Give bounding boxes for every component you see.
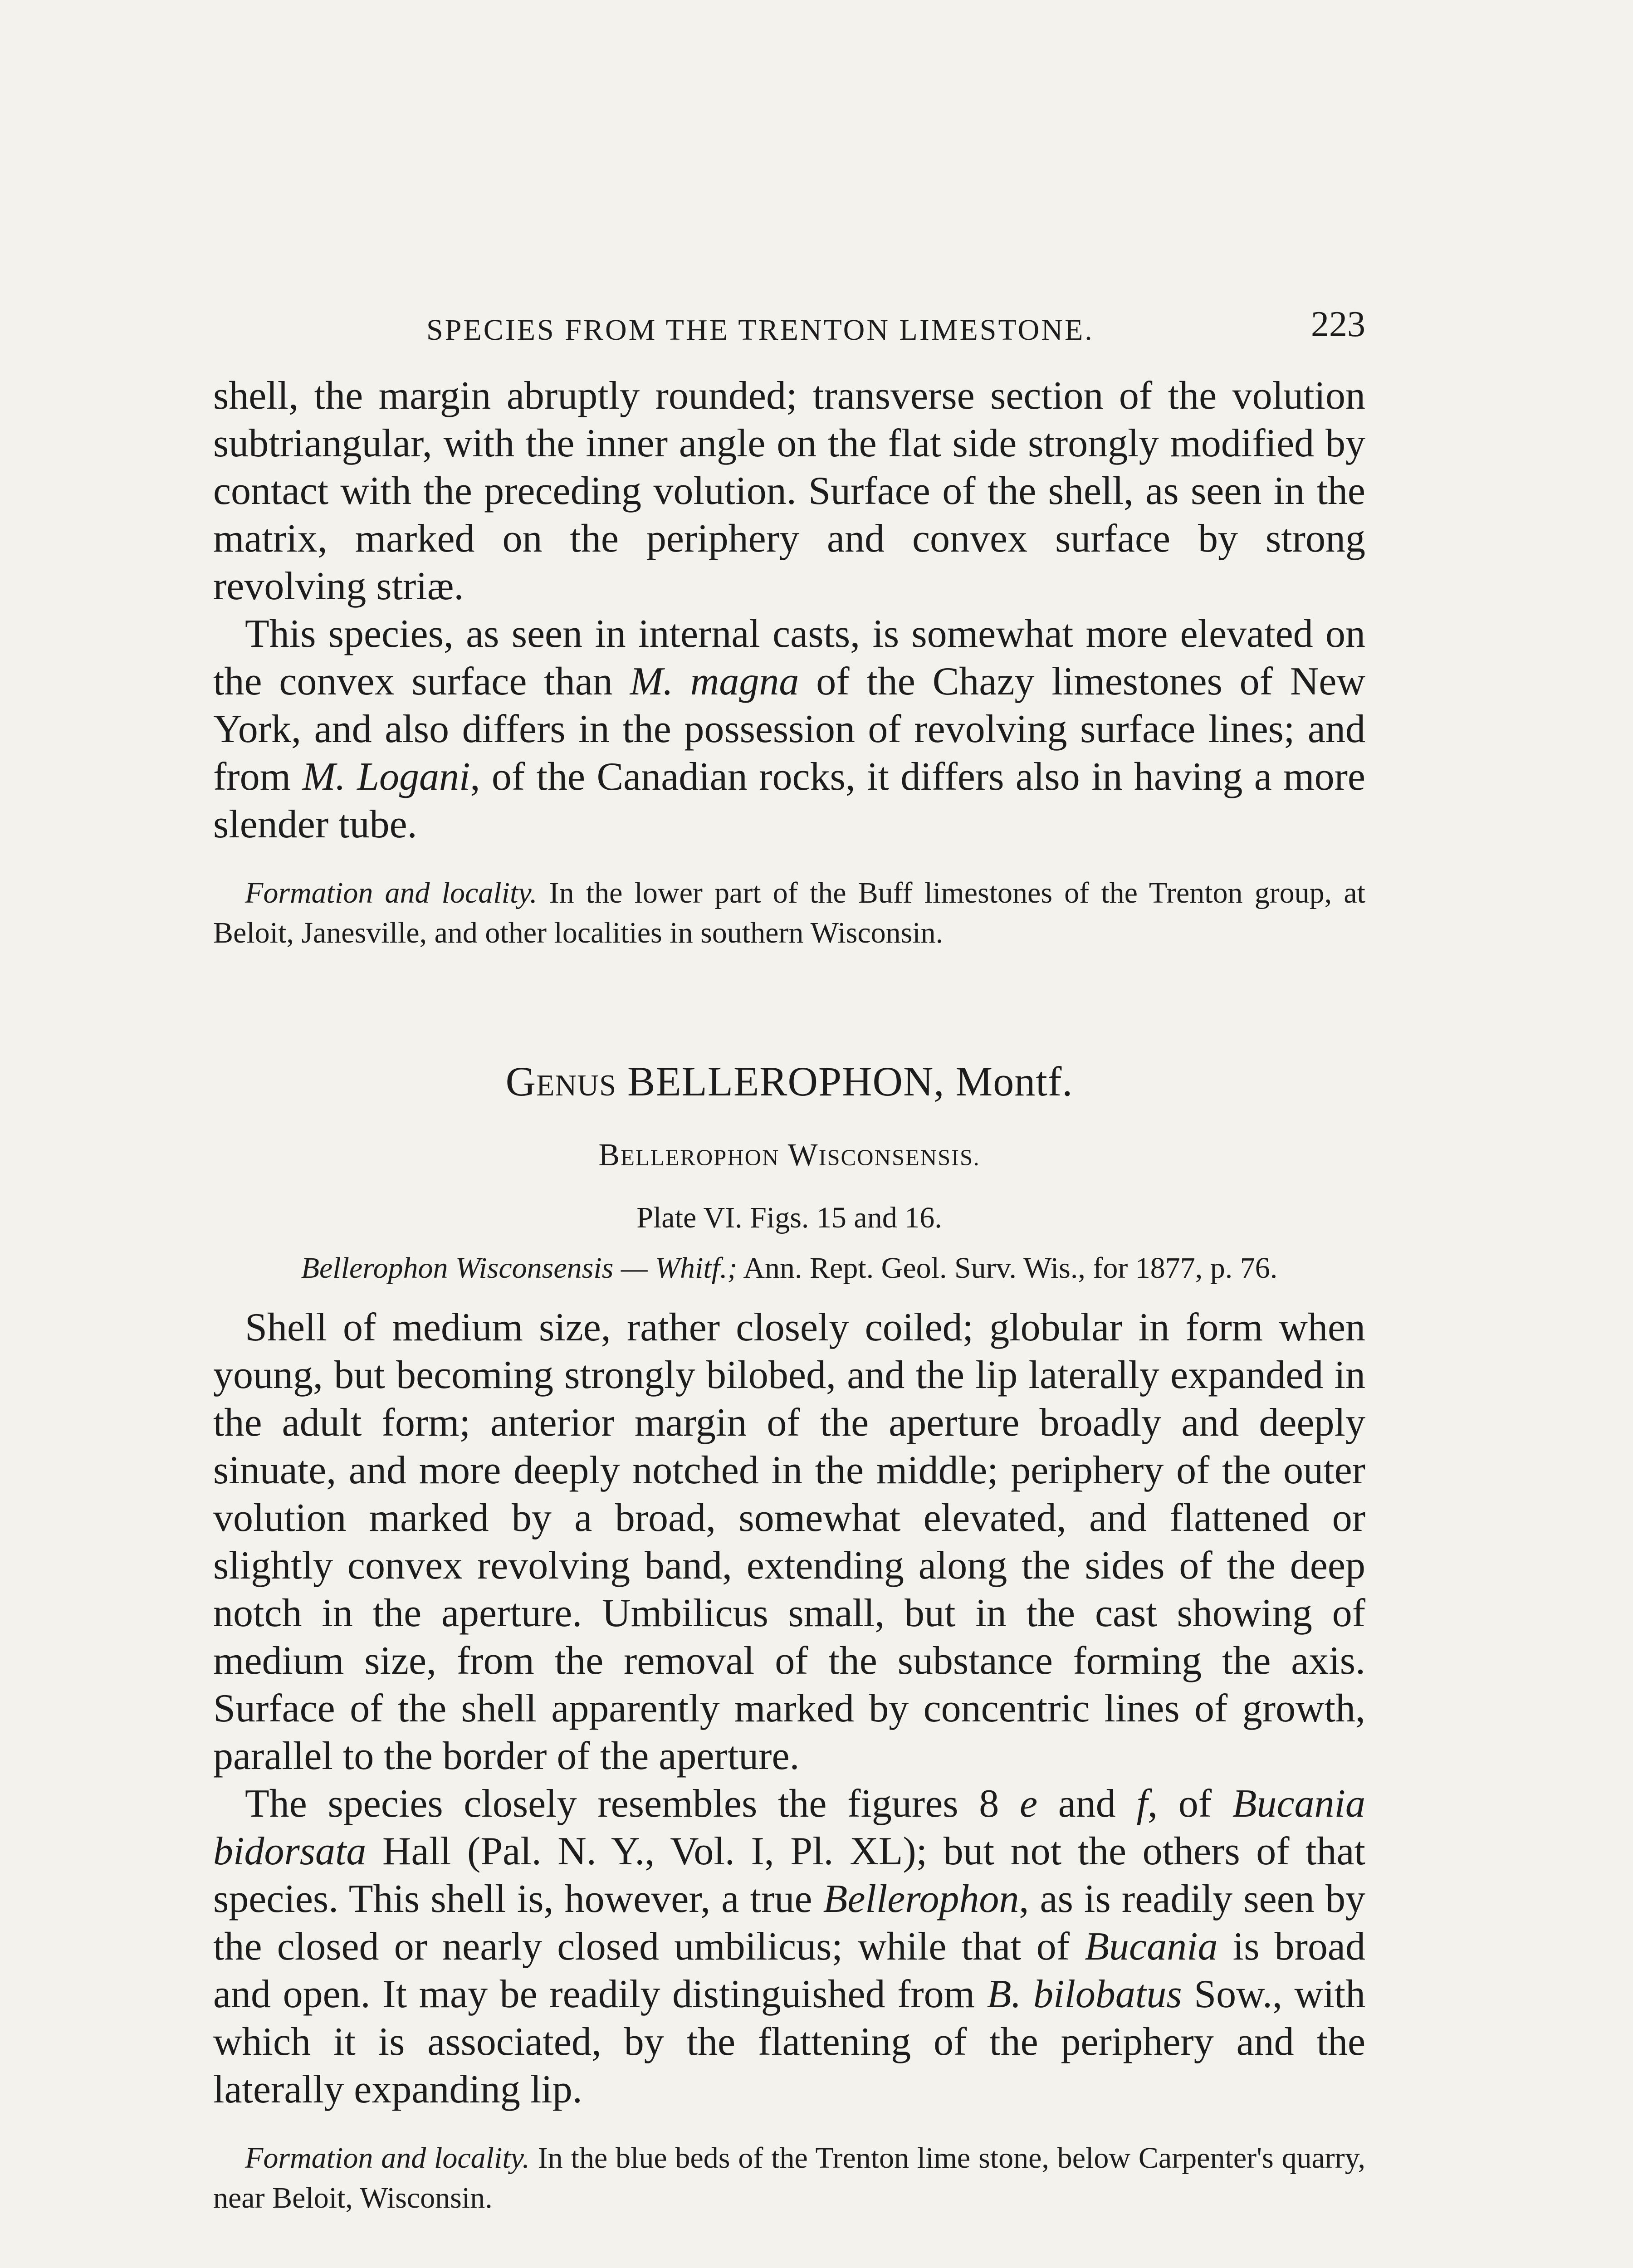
genus-heading: GENUS BELLEROPHON, Montf. [505,1058,1073,1105]
species-name: M. magna [630,660,799,704]
text-run: , of the Canadian rocks, it differs also in having a more slender tube. [213,755,1365,846]
page-number: 223 [1311,304,1365,344]
text-run: of the Chazy limestones of New York, and also differs in the possession of revolving surface lines; and from [213,660,1365,799]
formation-text: In the lower part of the Buff limestones of the Trenton group, at Beloit, Janesville, and other localities in southern Wisconsin. [213,876,1365,949]
formation-text: In the blue beds of the Trenton lime stone, below Carpenter's quarry, near Beloit, Wisconsin. [213,2141,1365,2214]
genus-name: Bellerophon [823,1877,1019,1921]
paragraph-comparison-bucania: The species closely resembles the figures 8 e and f, of Bucania bidorsata Hall (Pal. N. Y., Vol. I, Pl. XL); but not the others of that species. This shell is, however, a true Bellerophon, as is readily seen by the closed or nearly closed umbilicus; while that of Bucania is broad and open. It may be readily distinguished from B. bilobatus Sow., with which it is associated, by the flattening of the periphery and the laterally expanding lip. [213,1782,1365,2112]
species-name: Bucania bidorsata [213,1782,1365,1873]
formation-label: Formation and locality. [245,876,538,909]
running-head: SPECIES FROM THE TRENTON LIMESTONE. [426,313,1094,347]
genus-name: Bucania [1085,1925,1218,1969]
species-name: M. Logani [302,755,470,799]
formation-locality-note [213,2138,1365,2218]
paragraph-comparison [213,610,1365,848]
species-name: B. bilobatus [987,1972,1182,2016]
paragraph-description: Shell of medium size, rather closely coiled; globular in form when young, but becoming strongly bilobed, and the lip laterally expanded in the adult form; anterior margin of the aperture broadly and deeply sinuate, and more deeply notched in the middle; periphery of the outer volution marked by a broad, somewhat elevated, and flattened or slightly convex revolving band, extending along the sides of the deep notch in the aperture. Umbilicus small, but in the cast showing of medium size, from the removal of the substance forming the axis. Surface of the shell apparently marked by concentric lines of growth, parallel to the border of the aperture. [213,1305,1365,1778]
text-run: This species, as seen in internal casts, is somewhat more elevated on the convex surface than [213,612,1365,704]
citation-name: Bellerophon Wisconsensis — Whitf.; [301,1251,738,1285]
citation [213,1251,1365,1286]
page-header [213,304,1365,354]
species-heading: BELLEROPHON WISCONSENSIS. [598,1138,980,1173]
paragraph-continued: shell, the margin abruptly rounded; transverse section of the volution subtriangular, with the inner angle on the flat side strongly modified by contact with the preceding volution. Surface of the shell, as seen in the matrix, marked on the periphery and convex surface by strong revolving striæ. [213,374,1365,608]
plate-reference: Plate VI. Figs. 15 and 16. [636,1201,942,1234]
formation-locality-note [213,873,1365,953]
page-body [213,372,1365,2218]
formation-label: Formation and locality. [245,2141,530,2175]
citation-text: Ann. Rept. Geol. Surv. Wis., for 1877, p. 76. [737,1251,1278,1285]
